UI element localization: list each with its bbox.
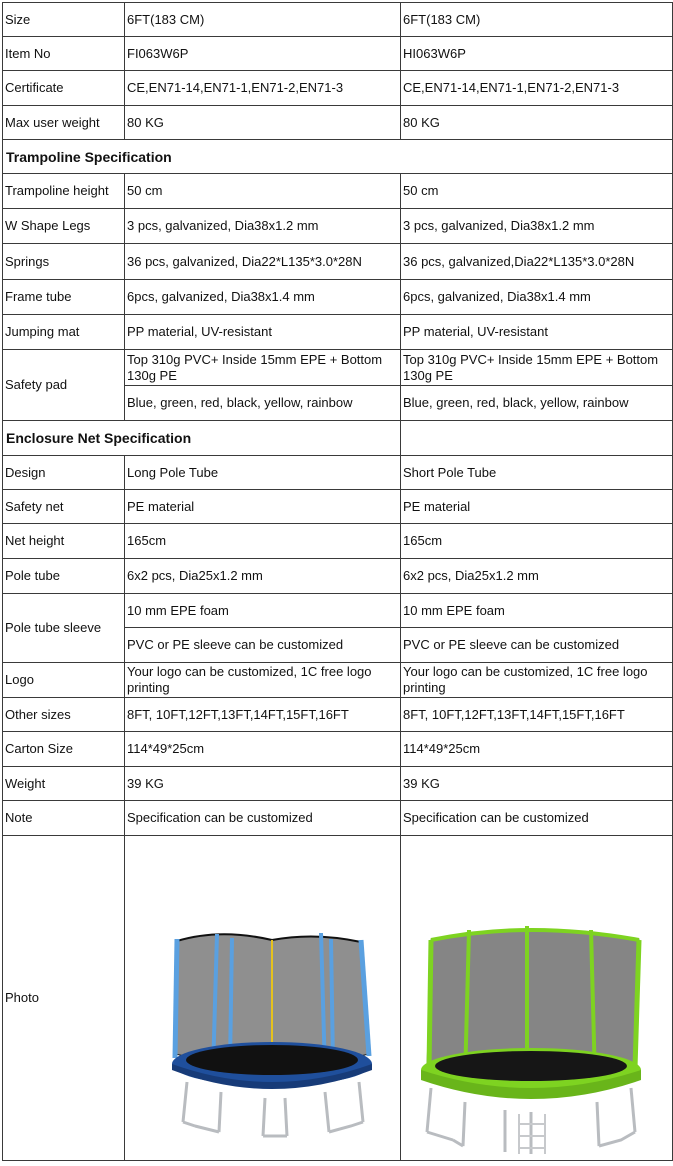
table-row (3, 280, 673, 315)
table-row (3, 37, 673, 71)
table-row (3, 801, 673, 836)
value-model-1: 8FT, 10FT,12FT,13FT,14FT,15FT,16FT (125, 698, 401, 732)
value-model-1: PE material (125, 490, 401, 524)
row-label: Photo (3, 836, 125, 1161)
table-row (3, 174, 673, 209)
table-row (3, 71, 673, 106)
value-model-1: 39 KG (125, 767, 401, 801)
value-model-1: 6FT(183 CM) (125, 3, 401, 37)
value-model-1: 114*49*25cm (125, 732, 401, 767)
value-model-2: 8FT, 10FT,12FT,13FT,14FT,15FT,16FT (401, 698, 673, 732)
row-label: Safety net (3, 490, 125, 524)
photo-row (3, 836, 673, 1161)
value-model-2: Short Pole Tube (401, 456, 673, 490)
row-label: W Shape Legs (3, 209, 125, 244)
section-header-row (3, 140, 673, 174)
value-model-2: Specification can be customized (401, 801, 673, 836)
table-row (3, 663, 673, 698)
row-label: Springs (3, 244, 125, 280)
table-row (3, 456, 673, 490)
table-row (3, 524, 673, 559)
row-label: Pole tube sleeve (3, 594, 125, 663)
value-model-1: PVC or PE sleeve can be customized (125, 628, 401, 663)
section-title-enclosure: Enclosure Net Specification (3, 421, 401, 456)
value-model-2: 165cm (401, 524, 673, 559)
value-model-1: 6pcs, galvanized, Dia38x1.4 mm (125, 280, 401, 315)
table-row (3, 106, 673, 140)
table-row (3, 244, 673, 280)
table-row (3, 698, 673, 732)
row-label: Logo (3, 663, 125, 698)
row-label: Other sizes (3, 698, 125, 732)
table-row (3, 490, 673, 524)
section-header-row (3, 421, 673, 456)
table-row (3, 3, 673, 37)
row-label: Carton Size (3, 732, 125, 767)
value-model-1: 10 mm EPE foam (125, 594, 401, 628)
value-model-1: 36 pcs, galvanized, Dia22*L135*3.0*28N (125, 244, 401, 280)
photo-cell-model-2 (401, 836, 673, 1161)
value-model-2: 6pcs, galvanized, Dia38x1.4 mm (401, 280, 673, 315)
table-row (3, 594, 673, 628)
empty-cell (401, 421, 673, 456)
row-label: Weight (3, 767, 125, 801)
value-model-2: PVC or PE sleeve can be customized (401, 628, 673, 663)
value-model-2: 3 pcs, galvanized, Dia38x1.2 mm (401, 209, 673, 244)
value-model-2: 36 pcs, galvanized,Dia22*L135*3.0*28N (401, 244, 673, 280)
row-label: Jumping mat (3, 315, 125, 350)
trampoline-green-image (401, 836, 670, 1159)
value-model-1: Specification can be customized (125, 801, 401, 836)
value-model-1: 3 pcs, galvanized, Dia38x1.2 mm (125, 209, 401, 244)
value-model-2: PE material (401, 490, 673, 524)
table-row (3, 209, 673, 244)
value-model-1: 50 cm (125, 174, 401, 209)
value-model-2: Top 310g PVC+ Inside 15mm EPE + Bottom 130g PE (401, 350, 673, 386)
value-model-2: 39 KG (401, 767, 673, 801)
value-model-2: 114*49*25cm (401, 732, 673, 767)
value-model-1: Long Pole Tube (125, 456, 401, 490)
row-label: Safety pad (3, 350, 125, 421)
row-label: Trampoline height (3, 174, 125, 209)
value-model-2: CE,EN71-14,EN71-1,EN71-2,EN71-3 (401, 71, 673, 106)
value-model-1: PP material, UV-resistant (125, 315, 401, 350)
row-label: Note (3, 801, 125, 836)
table-row (3, 732, 673, 767)
value-model-2: Blue, green, red, black, yellow, rainbow (401, 386, 673, 421)
spec-table (2, 2, 673, 1161)
value-model-1: 6x2 pcs, Dia25x1.2 mm (125, 559, 401, 594)
value-model-1: FI063W6P (125, 37, 401, 71)
value-model-1: 165cm (125, 524, 401, 559)
value-model-1: 80 KG (125, 106, 401, 140)
value-model-1: CE,EN71-14,EN71-1,EN71-2,EN71-3 (125, 71, 401, 106)
table-row (3, 315, 673, 350)
value-model-2: HI063W6P (401, 37, 673, 71)
value-model-2: 6x2 pcs, Dia25x1.2 mm (401, 559, 673, 594)
value-model-2: PP material, UV-resistant (401, 315, 673, 350)
section-title-trampoline: Trampoline Specification (3, 140, 673, 174)
value-model-1: Your logo can be customized, 1C free logo printing (125, 663, 401, 698)
row-label: Pole tube (3, 559, 125, 594)
value-model-1: Top 310g PVC+ Inside 15mm EPE + Bottom 130g PE (125, 350, 401, 386)
value-model-2: 10 mm EPE foam (401, 594, 673, 628)
row-label: Frame tube (3, 280, 125, 315)
value-model-2: 80 KG (401, 106, 673, 140)
value-model-2: 6FT(183 CM) (401, 3, 673, 37)
row-label: Certificate (3, 71, 125, 106)
table-row (3, 350, 673, 386)
value-model-2: Your logo can be customized, 1C free logo printing (401, 663, 673, 698)
row-label: Design (3, 456, 125, 490)
table-row (3, 559, 673, 594)
row-label: Net height (3, 524, 125, 559)
row-label: Size (3, 3, 125, 37)
photo-cell-model-1 (125, 836, 401, 1161)
table-row (3, 767, 673, 801)
row-label: Max user weight (3, 106, 125, 140)
value-model-2: 50 cm (401, 174, 673, 209)
row-label: Item No (3, 37, 125, 71)
value-model-1: Blue, green, red, black, yellow, rainbow (125, 386, 401, 421)
trampoline-blue-image (125, 836, 398, 1159)
